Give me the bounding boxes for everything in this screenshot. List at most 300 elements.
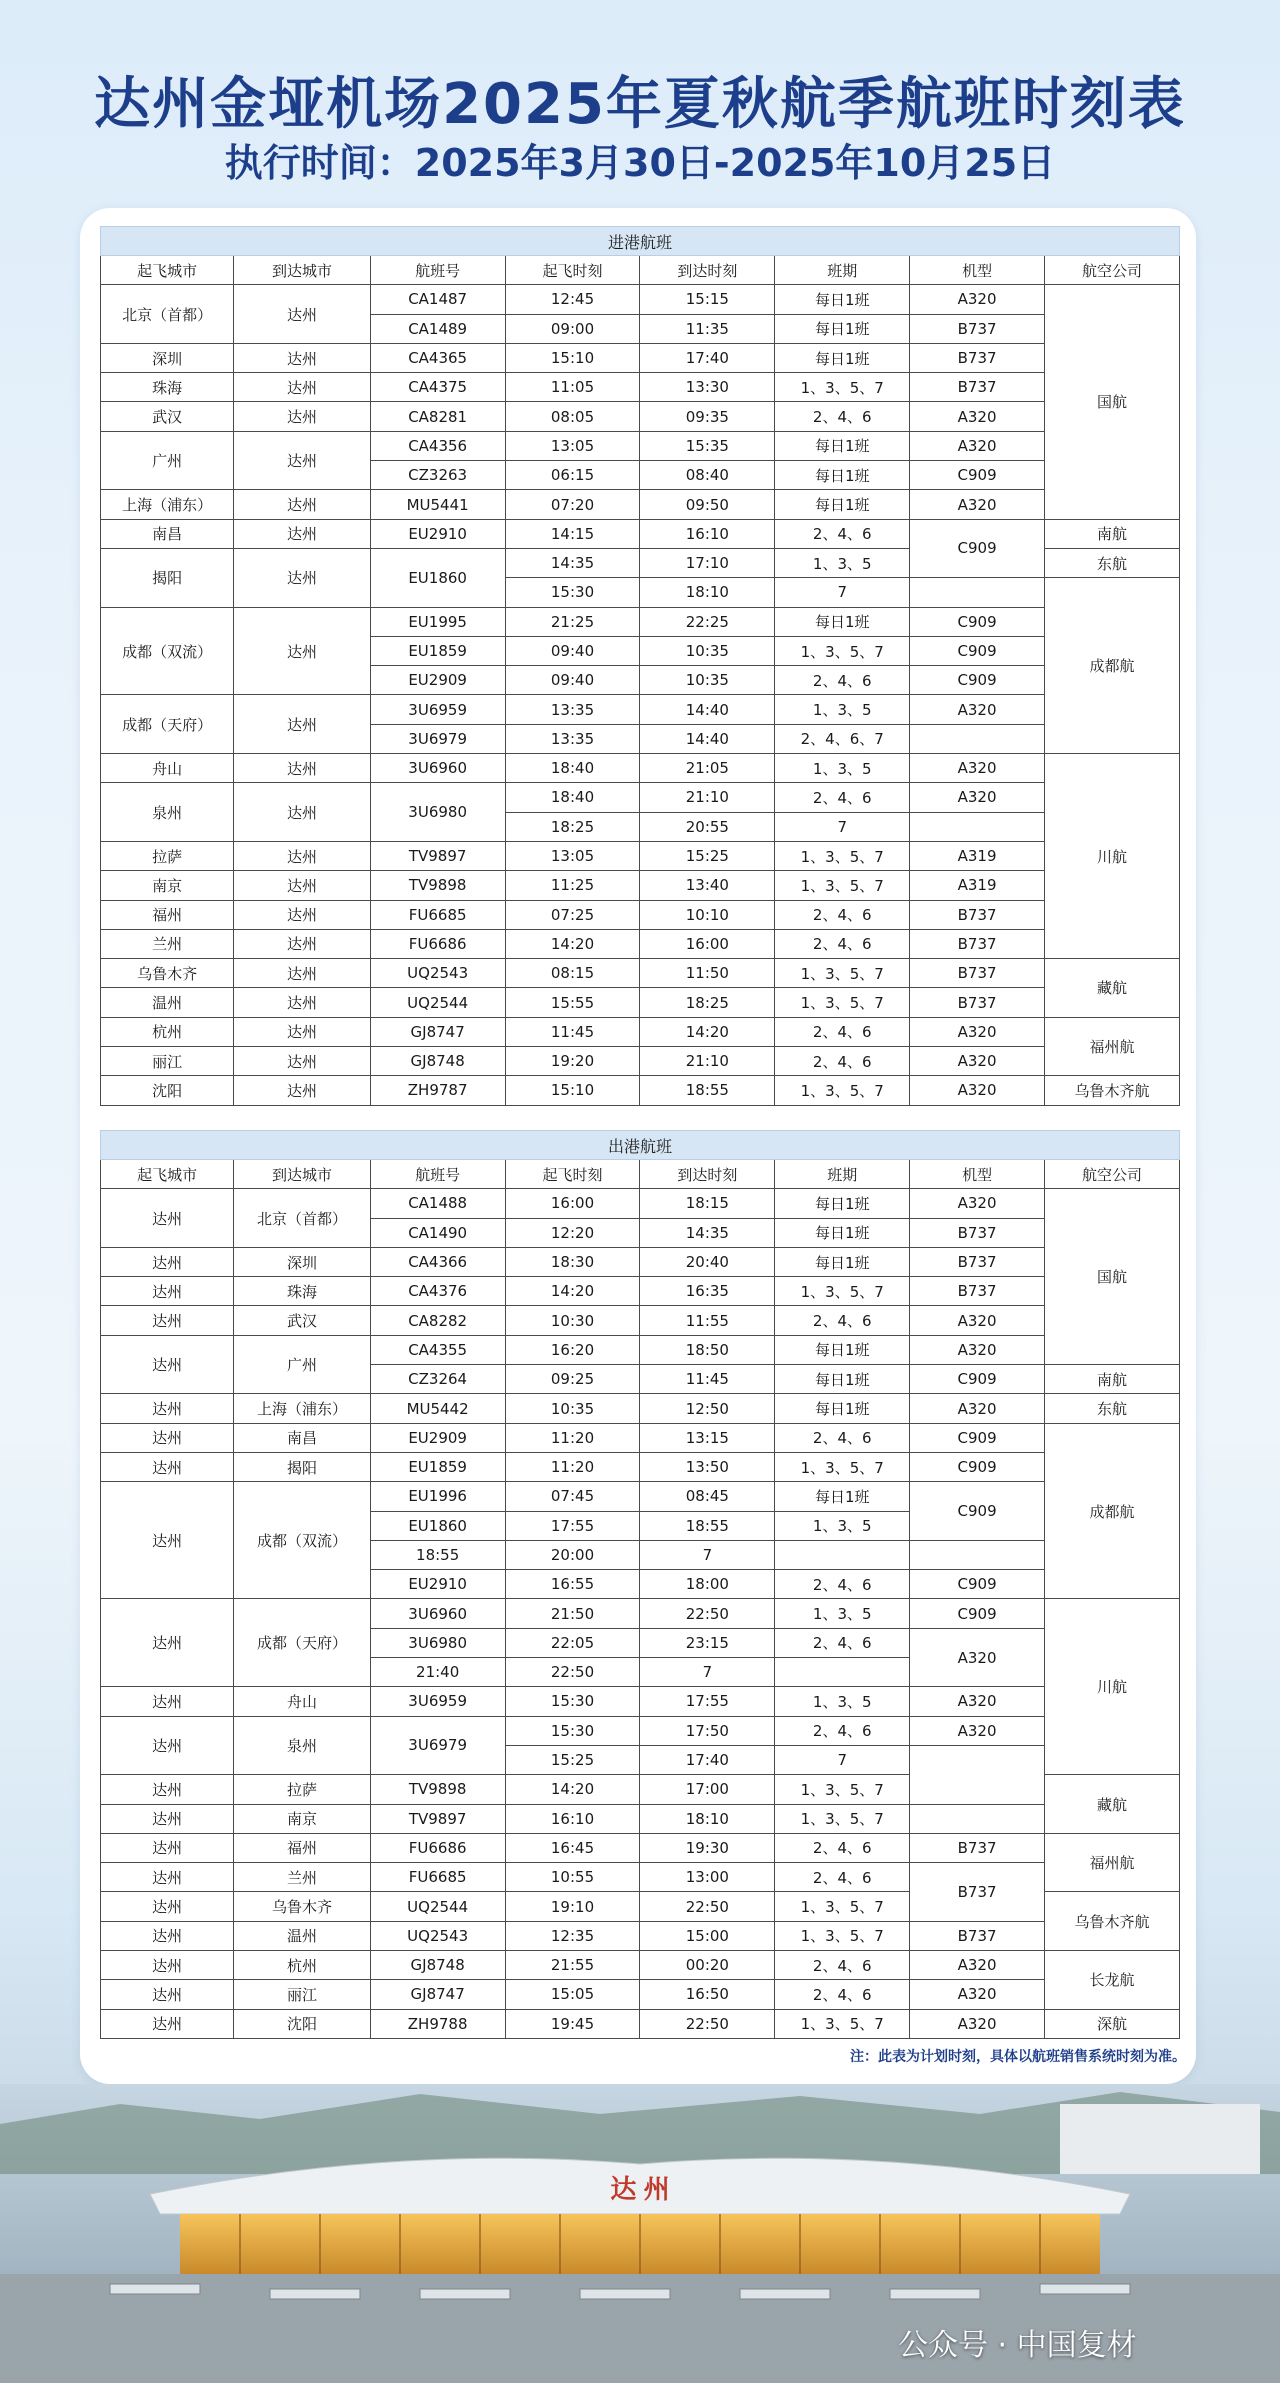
aircraft-type-cell <box>775 1540 910 1569</box>
arrival-time-cell: 15:00 <box>640 1921 775 1950</box>
column-header: 机型 <box>910 1160 1045 1189</box>
destination-city-cell: 乌鲁木齐 <box>234 1892 370 1921</box>
aircraft-type-cell: B737 <box>910 343 1045 372</box>
airline-cell: 川航 <box>1045 1599 1180 1775</box>
flight-number-cell: UQ2543 <box>370 959 505 988</box>
flight-number-cell: FU6685 <box>370 900 505 929</box>
arrival-time-cell: 15:35 <box>640 431 775 460</box>
schedule-days-cell: 7 <box>640 1658 775 1687</box>
table-row <box>101 285 1180 314</box>
departure-time-cell: 19:45 <box>505 2009 640 2038</box>
table-row <box>101 1980 1180 2009</box>
flight-number-cell: CA1487 <box>370 285 505 314</box>
destination-city-cell: 舟山 <box>234 1687 370 1716</box>
flight-number-cell: EU2910 <box>370 519 505 548</box>
departure-time-cell: 14:20 <box>505 1775 640 1804</box>
flight-number-cell: CA8282 <box>370 1306 505 1335</box>
flight-number-cell: 3U6960 <box>370 1599 505 1628</box>
departure-time-cell: 12:35 <box>505 1921 640 1950</box>
departure-time-cell: 15:10 <box>505 1076 640 1105</box>
table-row <box>101 1599 1180 1628</box>
aircraft-type-cell: A319 <box>910 871 1045 900</box>
airline-cell: 深航 <box>1045 2009 1180 2038</box>
origin-city-cell: 杭州 <box>101 1017 234 1046</box>
origin-city-cell: 达州 <box>101 1716 234 1775</box>
table-row <box>101 1921 1180 1950</box>
flight-number-cell: CA4375 <box>370 373 505 402</box>
origin-city-cell: 达州 <box>101 1921 234 1950</box>
destination-city-cell: 达州 <box>234 783 370 842</box>
column-header: 航空公司 <box>1045 1160 1180 1189</box>
aircraft-type-cell: A320 <box>910 695 1045 724</box>
aircraft-type-cell: B737 <box>910 900 1045 929</box>
arrival-time-cell: 16:50 <box>640 1980 775 2009</box>
schedule-days-cell: 2、4、6 <box>775 900 910 929</box>
arrival-time-cell: 17:10 <box>640 548 775 577</box>
origin-city-cell: 泉州 <box>101 783 234 842</box>
departure-time-cell: 13:35 <box>505 695 640 724</box>
schedule-days-cell: 1、3、5、7 <box>775 636 910 665</box>
airline-cell: 南航 <box>1045 1365 1180 1394</box>
arrival-time-cell: 14:35 <box>640 1218 775 1247</box>
flight-number-cell: EU2909 <box>370 1423 505 1452</box>
origin-city-cell: 达州 <box>101 1482 234 1599</box>
departure-time-cell: 15:25 <box>505 1745 640 1774</box>
table-row <box>101 695 1180 724</box>
aircraft-type-cell: C909 <box>910 1570 1045 1599</box>
aircraft-type-cell: A320 <box>910 431 1045 460</box>
origin-city-cell: 达州 <box>101 2009 234 2038</box>
flight-number-cell: UQ2543 <box>370 1921 505 1950</box>
table-row <box>101 1716 1180 1745</box>
flight-number-cell: CA4356 <box>370 431 505 460</box>
aircraft-type-cell: B737 <box>910 1921 1045 1950</box>
arrival-time-cell: 22:50 <box>640 1892 775 1921</box>
destination-city-cell: 达州 <box>234 607 370 695</box>
origin-city-cell: 揭阳 <box>101 548 234 607</box>
table-row <box>101 988 1180 1017</box>
schedule-days-cell: 2、4、6 <box>775 1570 910 1599</box>
origin-city-cell: 北京（首都） <box>101 285 234 344</box>
flight-number-cell: EU1996 <box>370 1482 505 1511</box>
flight-number-cell: 3U6959 <box>370 695 505 724</box>
schedule-days-cell: 每日1班 <box>775 1335 910 1364</box>
arrival-time-cell: 15:15 <box>640 285 775 314</box>
aircraft-type-cell: A320 <box>910 2009 1045 2038</box>
departure-time-cell: 06:15 <box>505 461 640 490</box>
schedule-days-cell: 7 <box>775 578 910 607</box>
flight-number-cell: GJ8747 <box>370 1017 505 1046</box>
schedule-days-cell: 1、3、5、7 <box>775 871 910 900</box>
schedule-days-cell: 1、3、5、7 <box>775 1804 910 1833</box>
aircraft-type-cell: C909 <box>910 666 1045 695</box>
flight-number-cell: TV9897 <box>370 1804 505 1833</box>
arrival-time-cell: 16:35 <box>640 1277 775 1306</box>
aircraft-type-cell: A320 <box>910 402 1045 431</box>
aircraft-type-cell: A320 <box>910 1951 1045 1980</box>
schedule-days-cell: 每日1班 <box>775 314 910 343</box>
table-row <box>101 1687 1180 1716</box>
departure-time-cell: 15:05 <box>505 1980 640 2009</box>
origin-city-cell: 南昌 <box>101 519 234 548</box>
arrival-time-cell: 19:30 <box>640 1833 775 1862</box>
table-row <box>101 959 1180 988</box>
arrival-time-cell: 20:55 <box>640 812 775 841</box>
airline-cell: 乌鲁木齐航 <box>1045 1892 1180 1951</box>
table-row <box>101 431 1180 460</box>
schedule-days-cell: 每日1班 <box>775 461 910 490</box>
arrival-time-cell: 09:50 <box>640 490 775 519</box>
airline-cell: 成都航 <box>1045 578 1180 754</box>
table-row <box>101 1804 1180 1833</box>
origin-city-cell: 南京 <box>101 871 234 900</box>
table-row <box>101 871 1180 900</box>
table-row <box>101 783 1180 812</box>
arrival-time-cell: 14:20 <box>640 1017 775 1046</box>
column-header: 航空公司 <box>1045 256 1180 285</box>
aircraft-type-cell: B737 <box>910 314 1045 343</box>
destination-city-cell: 成都（双流） <box>234 1482 370 1599</box>
flight-number-cell: ZH9787 <box>370 1076 505 1105</box>
page-subtitle: 执行时间：2025年3月30日-2025年10月25日 <box>224 141 1056 185</box>
aircraft-type-cell: A320 <box>910 1017 1045 1046</box>
destination-city-cell: 南昌 <box>234 1423 370 1452</box>
schedule-days-cell: 每日1班 <box>775 607 910 636</box>
airline-cell: 东航 <box>1045 1394 1180 1423</box>
departure-time-cell: 14:20 <box>505 929 640 958</box>
departure-time-cell: 18:40 <box>505 783 640 812</box>
arrival-time-cell: 14:40 <box>640 695 775 724</box>
origin-city-cell: 拉萨 <box>101 841 234 870</box>
destination-city-cell: 达州 <box>234 1047 370 1076</box>
airline-cell: 长龙航 <box>1045 1951 1180 2010</box>
aircraft-type-cell: A320 <box>910 754 1045 783</box>
destination-city-cell: 北京（首都） <box>234 1189 370 1248</box>
aircraft-type-cell: B737 <box>910 959 1045 988</box>
origin-city-cell: 达州 <box>101 1833 234 1862</box>
origin-city-cell: 达州 <box>101 1189 234 1248</box>
destination-city-cell: 丽江 <box>234 1980 370 2009</box>
departure-time-cell: 21:55 <box>505 1951 640 1980</box>
departure-time-cell: 11:45 <box>505 1017 640 1046</box>
side-building <box>1060 2104 1260 2174</box>
aircraft-type-cell: C909 <box>910 461 1045 490</box>
airline-cell: 福州航 <box>1045 1017 1180 1076</box>
arrival-time-cell: 10:10 <box>640 900 775 929</box>
column-header: 航班号 <box>370 1160 505 1189</box>
aircraft-type-cell: A320 <box>910 1335 1045 1364</box>
arrival-time-cell: 22:50 <box>640 2009 775 2038</box>
departure-time-cell: 12:45 <box>505 285 640 314</box>
arrival-time-cell: 17:40 <box>640 1745 775 1774</box>
table-row <box>101 929 1180 958</box>
departure-time-cell: 19:10 <box>505 1892 640 1921</box>
arrival-time-cell: 08:45 <box>640 1482 775 1511</box>
arrival-time-cell: 13:15 <box>640 1423 775 1452</box>
arrival-time-cell: 13:00 <box>640 1863 775 1892</box>
arrivals-table <box>100 226 1180 1106</box>
schedule-days-cell: 7 <box>775 1745 910 1774</box>
schedule-days-cell: 2、4、6 <box>775 1716 910 1745</box>
flight-number-cell: EU1860 <box>370 1511 505 1540</box>
aircraft-type-cell <box>910 724 1045 753</box>
airline-cell: 福州航 <box>1045 1833 1180 1892</box>
departures-table <box>100 1130 1180 2039</box>
schedule-days-cell: 每日1班 <box>775 285 910 314</box>
terminal-sign: 达 州 <box>610 2174 670 2204</box>
departure-time-cell: 15:10 <box>505 343 640 372</box>
destination-city-cell: 达州 <box>234 1017 370 1046</box>
aircraft-type-cell: A320 <box>910 1628 1045 1687</box>
origin-city-cell: 达州 <box>101 1892 234 1921</box>
schedule-days-cell: 2、4、6 <box>775 519 910 548</box>
destination-city-cell: 沈阳 <box>234 2009 370 2038</box>
destination-city-cell: 成都（天府） <box>234 1599 370 1687</box>
arrival-time-cell: 17:40 <box>640 343 775 372</box>
aircraft-type-cell: A320 <box>910 490 1045 519</box>
departure-time-cell: 18:25 <box>505 812 640 841</box>
aircraft-type-cell <box>910 578 1045 607</box>
aircraft-type-cell: C909 <box>910 1365 1045 1394</box>
departure-time-cell: 11:20 <box>505 1423 640 1452</box>
departure-time-cell: 21:50 <box>505 1599 640 1628</box>
schedule-days-cell: 2、4、6 <box>775 1047 910 1076</box>
table-row <box>101 402 1180 431</box>
flight-number-cell: FU6686 <box>370 1833 505 1862</box>
column-header: 起飞时刻 <box>505 1160 640 1189</box>
aircraft-type-cell: B737 <box>910 1247 1045 1276</box>
aircraft-type-cell: A319 <box>910 841 1045 870</box>
column-header: 航班号 <box>370 256 505 285</box>
schedule-days-cell: 每日1班 <box>775 1482 910 1511</box>
airline-cell: 藏航 <box>1045 1775 1180 1834</box>
departure-time-cell: 14:15 <box>505 519 640 548</box>
schedule-days-cell: 每日1班 <box>775 1394 910 1423</box>
arrival-time-cell: 13:50 <box>640 1452 775 1481</box>
departure-time-cell: 15:55 <box>505 988 640 1017</box>
aircraft-type-cell: C909 <box>910 1423 1045 1452</box>
flight-number-cell: EU1859 <box>370 1452 505 1481</box>
schedule-days-cell: 2、4、6 <box>775 1951 910 1980</box>
origin-city-cell: 深圳 <box>101 343 234 372</box>
departure-time-cell: 16:00 <box>505 1189 640 1218</box>
aircraft-type-cell: B737 <box>910 1218 1045 1247</box>
origin-city-cell: 舟山 <box>101 754 234 783</box>
schedule-days-cell: 2、4、6 <box>775 402 910 431</box>
destination-city-cell: 达州 <box>234 402 370 431</box>
table-row <box>101 1189 1180 1218</box>
flight-number-cell: CA1489 <box>370 314 505 343</box>
origin-city-cell: 达州 <box>101 1394 234 1423</box>
aircraft-type-cell: C909 <box>910 1599 1045 1628</box>
origin-city-cell: 成都（天府） <box>101 695 234 754</box>
arrival-time-cell: 21:10 <box>640 783 775 812</box>
airline-cell: 成都航 <box>1045 1423 1180 1599</box>
schedule-days-cell: 1、3、5、7 <box>775 1452 910 1481</box>
destination-city-cell: 武汉 <box>234 1306 370 1335</box>
flight-number-cell: 3U6959 <box>370 1687 505 1716</box>
schedule-days-cell: 2、4、6 <box>775 1017 910 1046</box>
arrival-time-cell: 00:20 <box>640 1951 775 1980</box>
schedule-days-cell: 每日1班 <box>775 1189 910 1218</box>
departure-time-cell: 07:25 <box>505 900 640 929</box>
destination-city-cell: 珠海 <box>234 1277 370 1306</box>
destination-city-cell: 达州 <box>234 373 370 402</box>
schedule-days-cell: 1、3、5 <box>775 1511 910 1540</box>
destination-city-cell: 达州 <box>234 695 370 754</box>
table-caption: 出港航班 <box>101 1131 1180 1160</box>
departure-time-cell: 12:20 <box>505 1218 640 1247</box>
destination-city-cell: 达州 <box>234 285 370 344</box>
table-row <box>101 343 1180 372</box>
arrival-time-cell: 16:10 <box>640 519 775 548</box>
column-header: 到达城市 <box>234 256 370 285</box>
destination-city-cell: 兰州 <box>234 1863 370 1892</box>
table-row <box>101 1335 1180 1364</box>
destination-city-cell: 达州 <box>234 1076 370 1105</box>
aircraft-type-cell: A320 <box>910 285 1045 314</box>
destination-city-cell: 达州 <box>234 959 370 988</box>
column-header: 起飞城市 <box>101 1160 234 1189</box>
table-row <box>101 1482 1180 1511</box>
origin-city-cell: 达州 <box>101 1277 234 1306</box>
arrival-time-cell: 22:25 <box>640 607 775 636</box>
departure-time-cell: 11:05 <box>505 373 640 402</box>
flight-number-cell: CA8281 <box>370 402 505 431</box>
arrival-time-cell: 15:25 <box>640 841 775 870</box>
schedule-days-cell: 1、3、5、7 <box>775 841 910 870</box>
column-header: 班期 <box>775 1160 910 1189</box>
aircraft-type-cell: A320 <box>910 783 1045 812</box>
flight-number-cell: CZ3263 <box>370 461 505 490</box>
arrival-time-cell: 21:05 <box>640 754 775 783</box>
departure-time-cell: 17:55 <box>505 1511 640 1540</box>
table-row <box>101 1394 1180 1423</box>
page-title: 达州金垭机场2025年夏秋航季航班时刻表 <box>94 72 1186 137</box>
destination-city-cell: 达州 <box>234 929 370 958</box>
arrival-time-cell: 13:40 <box>640 871 775 900</box>
table-row <box>101 1423 1180 1452</box>
origin-city-cell: 上海（浦东） <box>101 490 234 519</box>
destination-city-cell: 上海（浦东） <box>234 1394 370 1423</box>
arrival-time-cell: 12:50 <box>640 1394 775 1423</box>
departure-time-cell: 09:40 <box>505 636 640 665</box>
departure-time-cell: 16:45 <box>505 1833 640 1862</box>
destination-city-cell: 广州 <box>234 1335 370 1394</box>
destination-city-cell: 福州 <box>234 1833 370 1862</box>
column-header: 到达时刻 <box>640 256 775 285</box>
destination-city-cell: 达州 <box>234 431 370 490</box>
aircraft-type-cell: B737 <box>910 1863 1045 1922</box>
destination-city-cell: 达州 <box>234 871 370 900</box>
schedule-days-cell: 7 <box>775 812 910 841</box>
departure-time-cell: 10:55 <box>505 1863 640 1892</box>
aircraft-type-cell: A320 <box>910 1716 1045 1745</box>
flight-number-cell: MU5442 <box>370 1394 505 1423</box>
flight-number-cell: EU2909 <box>370 666 505 695</box>
flight-number-cell: EU1860 <box>370 548 505 607</box>
destination-city-cell: 杭州 <box>234 1951 370 1980</box>
table-row <box>101 490 1180 519</box>
destination-city-cell: 达州 <box>234 988 370 1017</box>
flight-number-cell: TV9897 <box>370 841 505 870</box>
arrival-time-cell: 18:55 <box>640 1511 775 1540</box>
departure-time-cell: 18:55 <box>370 1540 505 1569</box>
table-row <box>101 1017 1180 1046</box>
airline-cell: 国航 <box>1045 1189 1180 1365</box>
schedule-days-cell: 1、3、5、7 <box>775 959 910 988</box>
arrival-time-cell: 20:00 <box>505 1540 640 1569</box>
schedule-days-cell: 2、4、6 <box>775 783 910 812</box>
aircraft-type-cell: A320 <box>910 1189 1045 1218</box>
flight-number-cell: TV9898 <box>370 871 505 900</box>
origin-city-cell: 达州 <box>101 1306 234 1335</box>
aircraft-type-cell: A320 <box>910 1306 1045 1335</box>
table-row <box>101 1951 1180 1980</box>
origin-city-cell: 成都（双流） <box>101 607 234 695</box>
departure-time-cell: 13:35 <box>505 724 640 753</box>
schedule-days-cell: 1、3、5 <box>775 1599 910 1628</box>
schedule-days-cell: 2、4、6 <box>775 929 910 958</box>
departure-time-cell: 13:05 <box>505 431 640 460</box>
destination-city-cell: 达州 <box>234 754 370 783</box>
flight-number-cell: CA1488 <box>370 1189 505 1218</box>
schedule-days-cell: 2、4、6 <box>775 666 910 695</box>
arrival-time-cell: 08:40 <box>640 461 775 490</box>
origin-city-cell: 达州 <box>101 1423 234 1452</box>
destination-city-cell: 南京 <box>234 1804 370 1833</box>
aircraft-type-cell: A320 <box>910 1980 1045 2009</box>
destination-city-cell: 拉萨 <box>234 1775 370 1804</box>
flight-number-cell: ZH9788 <box>370 2009 505 2038</box>
destination-city-cell: 达州 <box>234 490 370 519</box>
arrival-time-cell: 13:30 <box>640 373 775 402</box>
flight-number-cell: 3U6960 <box>370 754 505 783</box>
origin-city-cell: 武汉 <box>101 402 234 431</box>
departure-time-cell: 15:30 <box>505 578 640 607</box>
destination-city-cell: 达州 <box>234 900 370 929</box>
flight-number-cell: EU1995 <box>370 607 505 636</box>
origin-city-cell: 丽江 <box>101 1047 234 1076</box>
departure-time-cell: 09:00 <box>505 314 640 343</box>
arrival-time-cell: 18:50 <box>640 1335 775 1364</box>
origin-city-cell: 珠海 <box>101 373 234 402</box>
origin-city-cell: 达州 <box>101 1951 234 1980</box>
table-row <box>101 1833 1180 1862</box>
departure-time-cell: 11:25 <box>505 871 640 900</box>
arrival-time-cell: 22:50 <box>640 1599 775 1628</box>
arrival-time-cell: 11:45 <box>640 1365 775 1394</box>
origin-city-cell: 福州 <box>101 900 234 929</box>
flight-number-cell: EU2910 <box>370 1570 505 1599</box>
arrival-time-cell: 18:25 <box>640 988 775 1017</box>
table-row <box>101 841 1180 870</box>
airline-cell: 乌鲁木齐航 <box>1045 1076 1180 1105</box>
table-row <box>101 1452 1180 1481</box>
aircraft-type-cell: A320 <box>910 1394 1045 1423</box>
arrival-time-cell: 14:40 <box>640 724 775 753</box>
aircraft-type-cell <box>910 812 1045 841</box>
arrival-time-cell: 09:35 <box>640 402 775 431</box>
origin-city-cell: 温州 <box>101 988 234 1017</box>
flight-number-cell: MU5441 <box>370 490 505 519</box>
schedule-days-cell: 1、3、5、7 <box>775 1277 910 1306</box>
departure-time-cell: 21:40 <box>370 1658 505 1687</box>
schedule-days-cell: 1、3、5、7 <box>775 373 910 402</box>
aircraft-type-cell: B737 <box>910 373 1045 402</box>
table-row <box>101 754 1180 783</box>
table-row <box>101 373 1180 402</box>
